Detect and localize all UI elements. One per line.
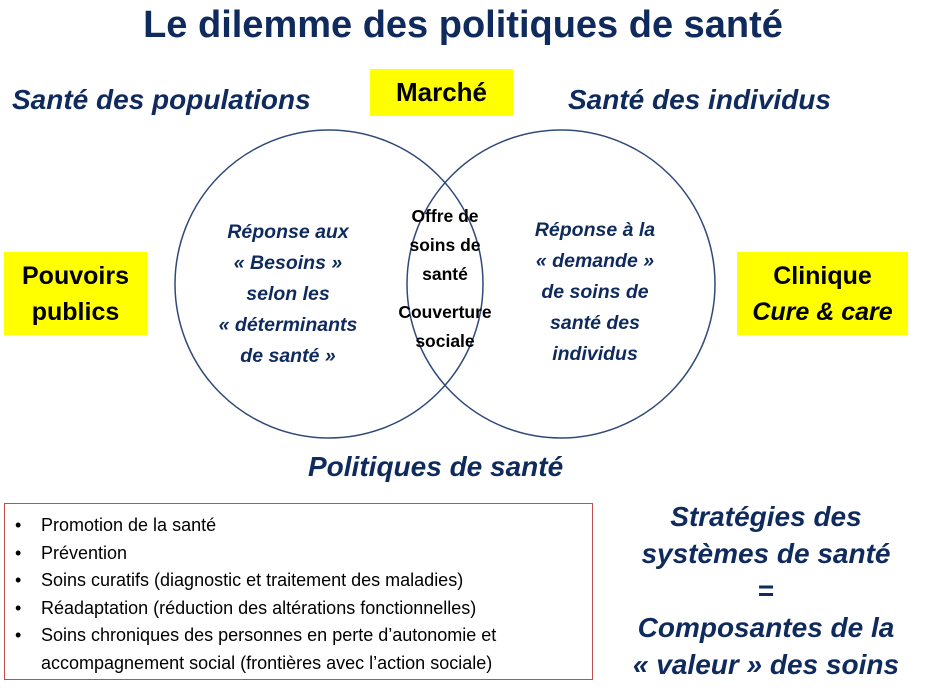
right-circle-line-1: Réponse à la — [534, 219, 656, 241]
right-circle-line-2: « demande » — [535, 250, 655, 272]
strategies-equals: = — [757, 575, 775, 606]
offre-line-2: soins de — [409, 235, 481, 255]
strategies-text — [608, 498, 924, 683]
left-circle-line-1: Réponse aux — [227, 221, 349, 243]
offre-line-1: Offre de — [411, 206, 479, 226]
label-politiques-sante: Politiques de santé — [308, 451, 564, 482]
intersection-offre — [386, 202, 504, 289]
list-item: • Prévention — [15, 540, 586, 568]
couverture-line-1: Couverture — [398, 302, 492, 322]
left-circle-text — [190, 217, 386, 372]
care-components-list — [4, 503, 593, 680]
right-circle-line-3: de soins de — [541, 281, 649, 303]
couverture-line-2: sociale — [415, 331, 475, 351]
box-clinique-line-2: Cure & care — [752, 297, 893, 326]
left-circle-line-3: selon les — [246, 283, 330, 305]
page-title: Le dilemme des politiques de santé — [143, 4, 783, 46]
right-circle-text — [512, 215, 678, 370]
strategies-line-2: systèmes de santé — [641, 538, 891, 569]
label-sante-individus: Santé des individus — [568, 84, 831, 115]
intersection-couverture — [383, 298, 507, 356]
box-pouvoirs-line-1: Pouvoirs — [22, 261, 129, 290]
strategies-line-4: Composantes de la — [637, 612, 895, 643]
right-circle-line-5: individus — [552, 343, 638, 365]
offre-line-3: santé — [422, 264, 468, 284]
list-item: • Réadaptation (réduction des altérations fonctionnelles) — [15, 595, 586, 623]
list-item: • Promotion de la santé — [15, 512, 586, 540]
list-item: • Soins curatifs (diagnostic et traitement des maladies) — [15, 567, 586, 595]
strategies-line-1: Stratégies des — [670, 501, 862, 532]
left-circle-line-4: « déterminants — [218, 314, 358, 336]
list-item: • Soins chroniques des personnes en perte d’autonomie et accompagnement social (frontières avec l’action sociale) — [15, 622, 586, 677]
right-circle-line-4: santé des — [550, 312, 640, 334]
label-sante-populations: Santé des populations — [12, 84, 311, 115]
strategies-line-5: « valeur » des soins — [632, 649, 900, 680]
box-marche: Marché — [370, 69, 513, 116]
left-circle-line-2: « Besoins » — [233, 252, 343, 274]
left-circle-line-5: de santé » — [240, 345, 336, 367]
box-pouvoirs-line-2: publics — [31, 297, 120, 326]
box-clinique-line-1: Clinique — [773, 261, 872, 290]
